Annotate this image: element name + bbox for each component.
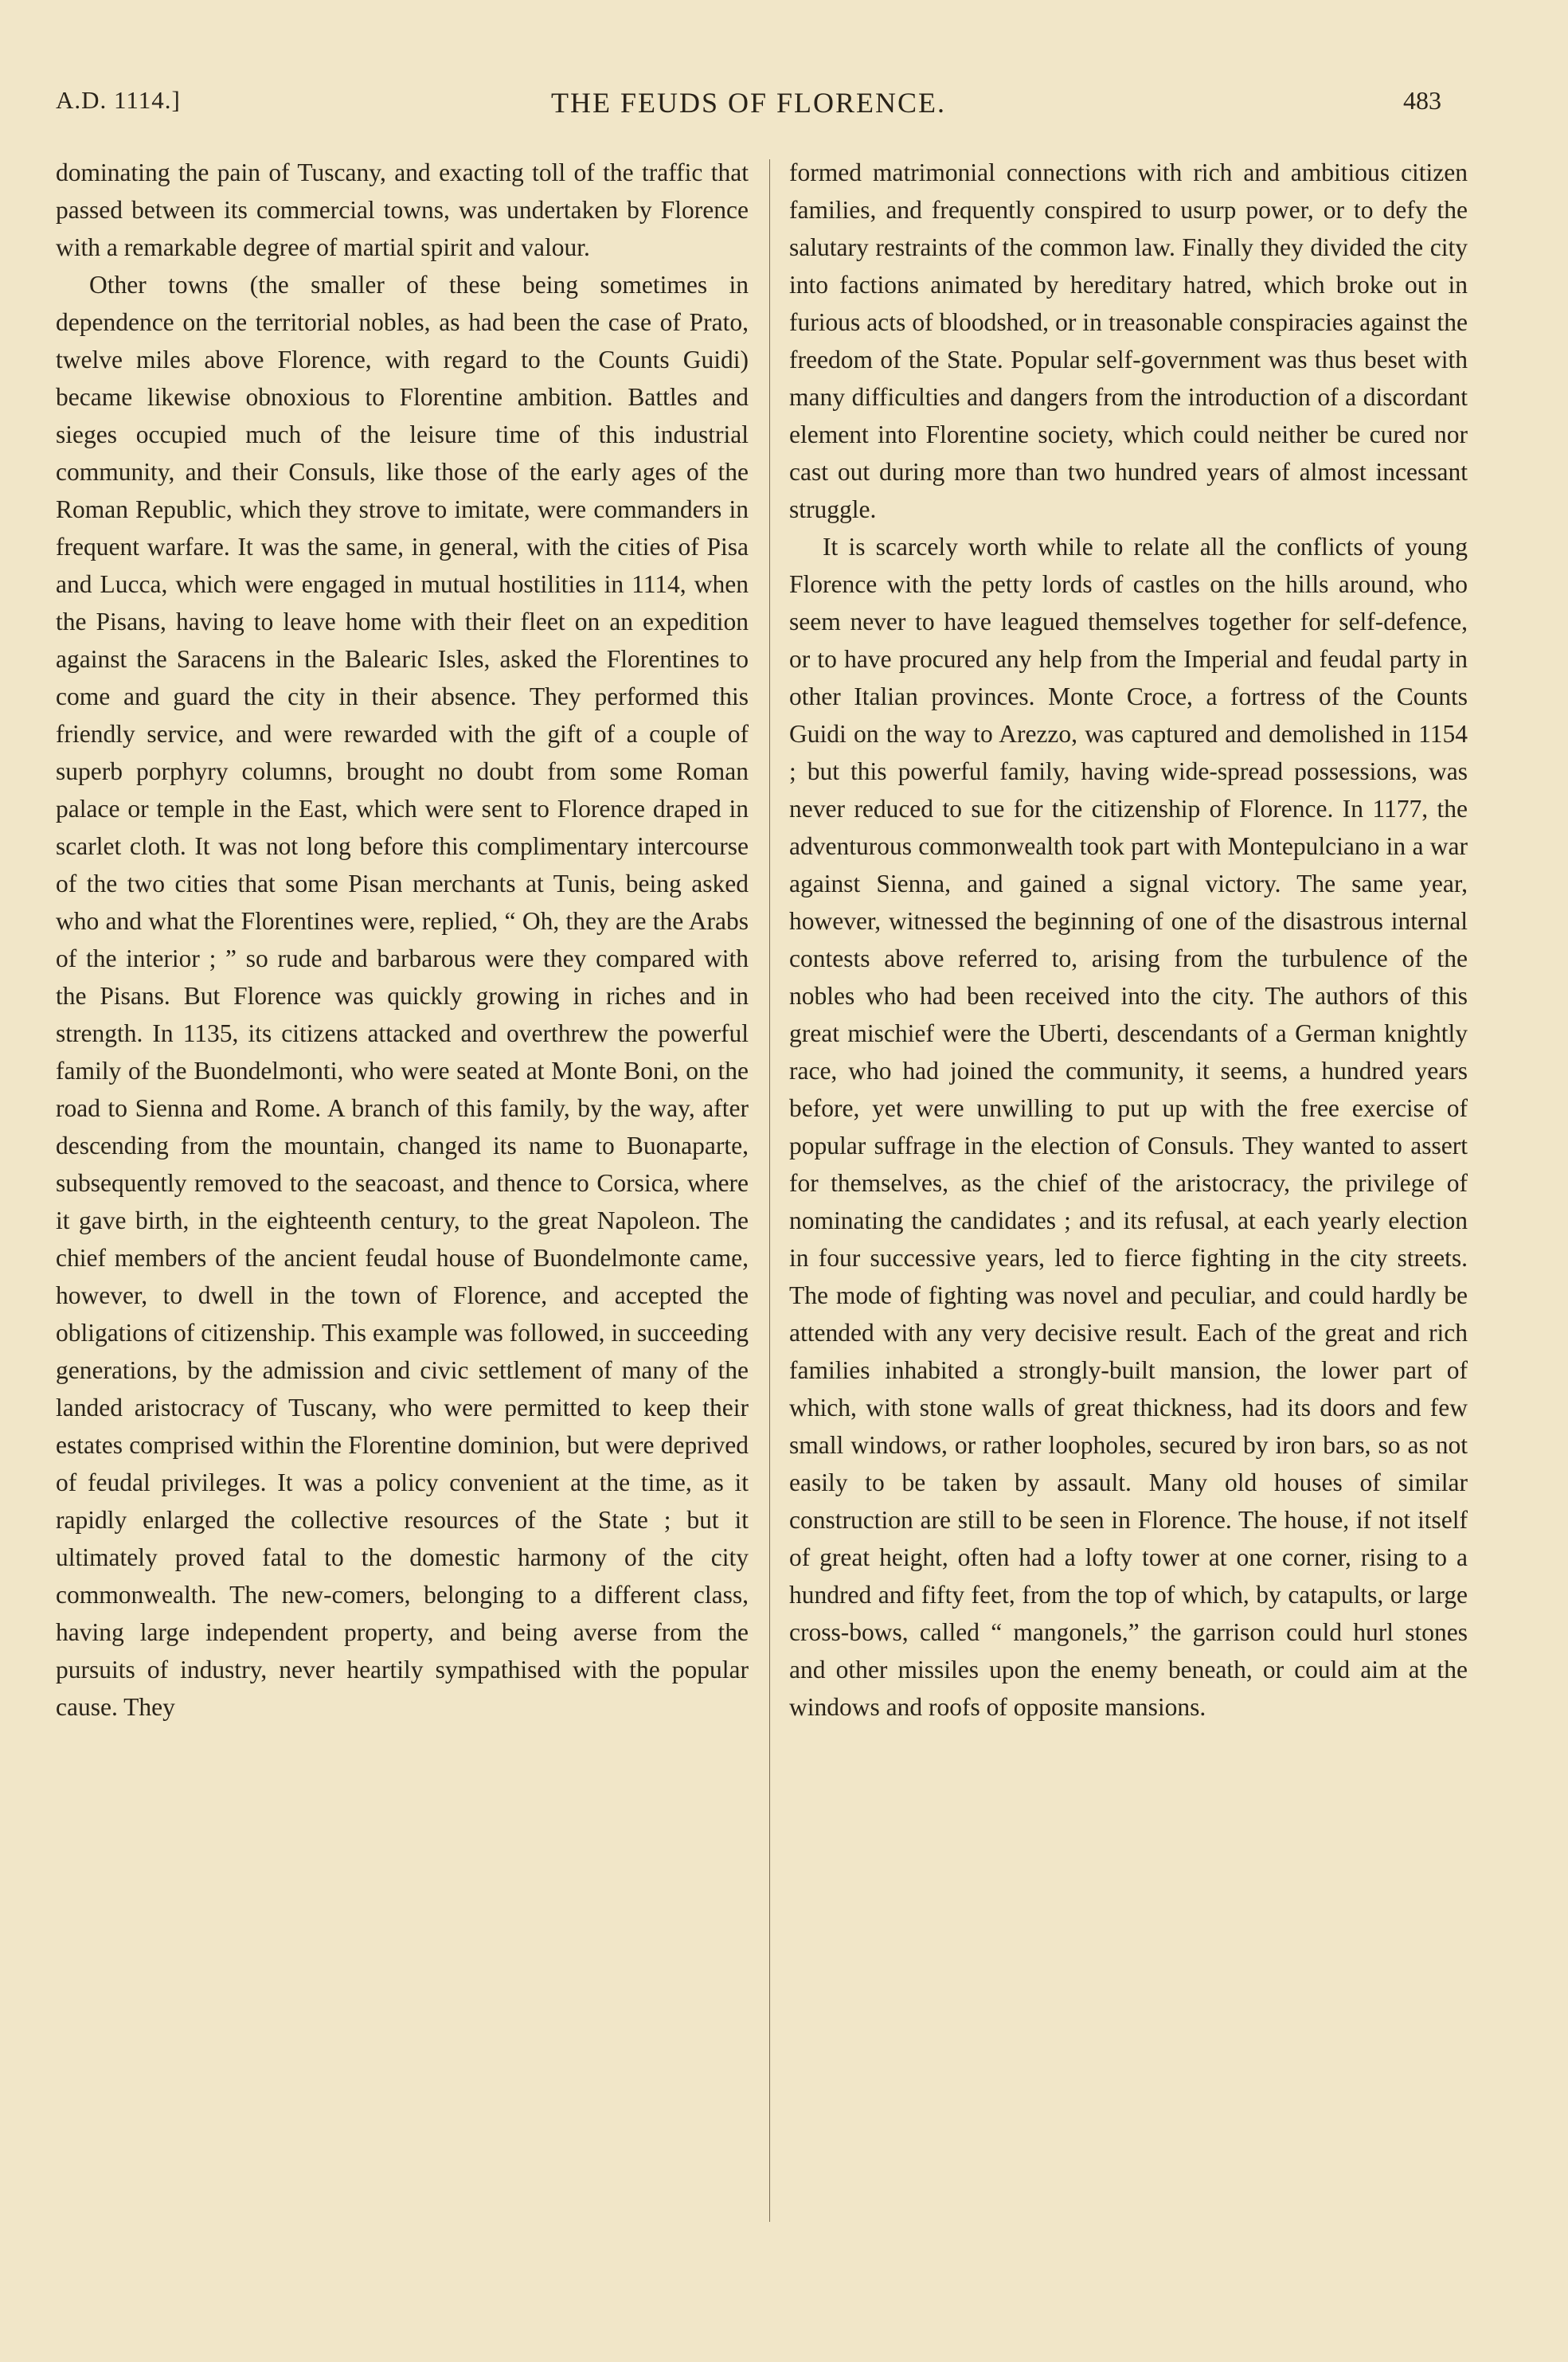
right-column: [789, 154, 1468, 1726]
left-paragraph-1: dominating the pain of Tuscany, and exacting toll of the traffic that passed between its commercial towns, was undertaken by Florence with a remarkable degree of martial spirit and valour.: [56, 158, 749, 261]
right-paragraph-2: It is scarcely worth while to relate all the conflicts of young Florence with the petty lords of castles on the hills around, who seem never to have leagued themselves together for self-defence, or to have procured any help from the Imperial and feudal party in other Italian provinces. Monte Croce, a fortress of the Counts Guidi on the way to Arezzo, was captured and demolished in 1154 ; but this powerful family, having wide-spread possessions, was never reduced to sue for the citizenship of Florence. In 1177, the adventurous commonwealth took part with Montepulciano in a war against Sienna, and gained a signal victory. The same year, however, witnessed the beginning of one of the disastrous internal contests above referred to, arising from the turbulence of the nobles who had been received into the city. The authors of this great mischief were the Uberti, descendants of a German knightly race, who had joined the community, it seems, a hundred years before, yet were unwilling to put up with the free exercise of popular suffrage in the election of Consuls. They wanted to assert for themselves, as the chief of the aristocracy, the privilege of nominating the candidates ; and its refusal, at each yearly election in four successive years, led to fierce fighting in the city streets. The mode of fighting was novel and peculiar, and could hardly be attended with any very decisive result. Each of the great and rich families inhabited a strongly-built mansion, the lower part of which, with stone walls of great thickness, had its doors and few small windows, or rather loopholes, secured by iron bars, so as not easily to be taken by assault. Many old houses of similar construction are still to be seen in Florence. The house, if not itself of great height, often had a lofty tower at one corner, rising to a hundred and fifty feet, from the top of which, by catapults, or large cross-bows, called “ mangonels,” the garrison could hurl stones and other missiles upon the enemy beneath, or could aim at the windows and roofs of opposite mansions.: [789, 533, 1468, 1721]
running-head: [56, 86, 1441, 126]
running-head-title: THE FEUDS OF FLORENCE.: [550, 87, 947, 119]
left-column: [56, 154, 749, 1726]
left-paragraph-2: Other towns (the smaller of these being sometimes in dependence on the territorial nobles, as had been the case of Prato, twelve miles above Florence, with regard to the Counts Guidi) became likewise obnoxious to Florentine ambition. Battles and sieges occupied much of the leisure time of this industrial community, and their Consuls, like those of the early ages of the Roman Republic, which they strove to imitate, were commanders in frequent warfare. It was the same, in general, with the cities of Pisa and Lucca, which were engaged in mutual hostilities in 1114, when the Pisans, having to leave home with their fleet on an expedition against the Saracens in the Balearic Isles, asked the Florentines to come and guard the city in their absence. They performed this friendly service, and were rewarded with the gift of a couple of superb porphyry columns, brought no doubt from some Roman palace or temple in the East, which were sent to Florence draped in scarlet cloth. It was not long before this complimentary intercourse of the two cities that some Pisan merchants at Tunis, being asked who and what the Florentines were, replied, “ Oh, they are the Arabs of the interior ; ” so rude and barbarous were they compared with the Pisans. But Florence was quickly growing in riches and in strength. In 1135, its citizens attacked and overthrew the powerful family of the Buondelmonti, who were seated at Monte Boni, on the road to Sienna and Rome. A branch of this family, by the way, after descending from the mountain, changed its name to Buonaparte, subsequently removed to the seacoast, and thence to Corsica, where it gave birth, in the eighteenth century, to the great Napoleon. The chief members of the ancient feudal house of Buondelmonte came, however, to dwell in the town of Florence, and accepted the obligations of citizenship. This example was followed, in succeeding generations, by the admission and civic settlement of many of the landed aristocracy of Tuscany, who were permitted to keep their estates comprised within the Florentine dominion, but were deprived of feudal privileges. It was a policy convenient at the time, as it rapidly enlarged the collective resources of the State ; but it ultimately proved fatal to the domestic harmony of the city commonwealth. The new-comers, belonging to a different class, having large independent property, and being averse from the pursuits of industry, never heartily sympathised with the popular cause. They: [56, 271, 749, 1721]
column-divider: [769, 159, 770, 2222]
right-paragraph-1: formed matrimonial connections with rich and ambitious citizen families, and frequently conspired to usurp power, or to defy the salutary restraints of the common law. Finally they divided the city into factions animated by hereditary hatred, which broke out in furious acts of bloodshed, or in treasonable conspiracies against the freedom of the State. Popular self-government was thus beset with many difficulties and dangers from the introduction of a discordant element into Florentine society, which could neither be cured nor cast out during more than two hundred years of almost incessant struggle.: [789, 158, 1468, 523]
page-number: 483: [1403, 86, 1441, 115]
running-head-date: A.D. 1114.]: [56, 86, 181, 114]
